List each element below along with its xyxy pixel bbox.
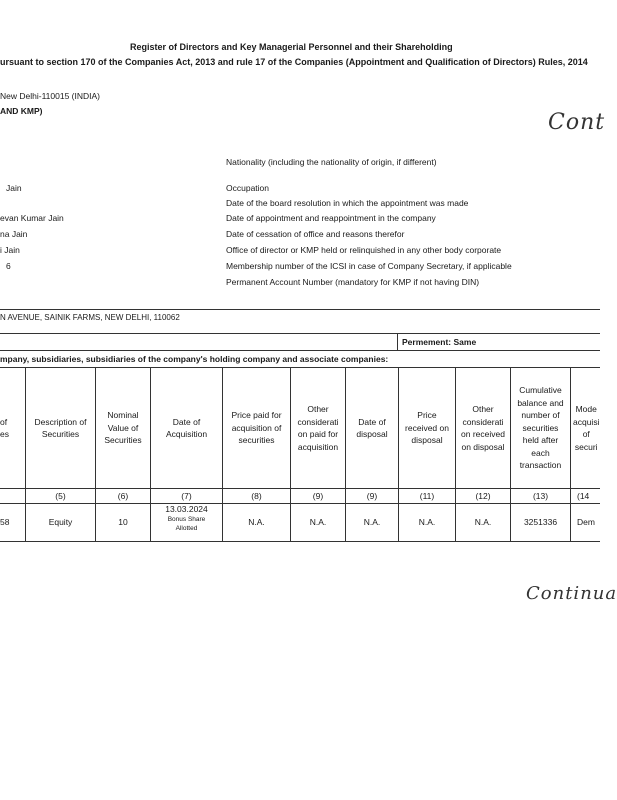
- table-header-cell: Cumulative balance and number of securities held after each transaction: [517, 385, 564, 471]
- table-header-cell: Date of disposal: [356, 416, 388, 439]
- particular-occupation: Occupation: [226, 183, 269, 193]
- table-cell: N.A.: [474, 517, 492, 528]
- table-header-cell: Price received on disposal: [405, 410, 449, 446]
- holdings-heading: mpany, subsidiaries, subsidiaries of the company's holding company and associate companies:: [0, 354, 389, 364]
- column-number: (13): [532, 490, 549, 501]
- column-number: (8): [251, 490, 262, 501]
- table-cell-acquisition-date: [151, 504, 222, 541]
- table-cell: N.A.: [363, 517, 381, 528]
- column-number: [0, 489, 25, 503]
- table-cell: 10: [118, 517, 128, 528]
- column-number: (11): [419, 490, 435, 501]
- particular-cessation: Date of cessation of office and reasons therefor: [226, 229, 405, 239]
- table-cell: 58: [0, 517, 10, 528]
- column-number: (12): [475, 490, 491, 501]
- table-header-cell: Date of Acquisition: [165, 416, 208, 439]
- table-cell: N.A.: [309, 517, 327, 528]
- table-cell: N.A.: [418, 517, 436, 528]
- table-header-cell: Price paid for acquisition of securities: [231, 410, 282, 446]
- table-cell: N.A.: [248, 517, 265, 528]
- register-title: Register of Directors and Key Managerial Personnel and their Shareholding: [130, 42, 453, 52]
- table-header-cell: Other considerati on paid for acquisition: [297, 404, 339, 452]
- column-number: (14: [577, 490, 590, 501]
- left-value: evan Kumar Jain: [0, 213, 64, 223]
- table-cell: Dem: [577, 517, 595, 528]
- permanent-address-label: Permement: Same: [402, 337, 477, 347]
- handwritten-continued-note: Continua: [526, 583, 617, 604]
- column-number: (9): [366, 490, 378, 501]
- left-value: Jain: [6, 183, 22, 193]
- column-number: (7): [181, 490, 192, 501]
- rule: [0, 309, 600, 310]
- table-rule: [0, 541, 600, 542]
- column-number: (5): [55, 490, 66, 501]
- acquisition-note: Bonus Share Allotted: [167, 516, 206, 532]
- left-value: 6: [6, 261, 11, 271]
- particular-board-resolution: Date of the board resolution in which the appointment was made: [226, 198, 469, 208]
- rule: [0, 350, 600, 351]
- section-label: AND KMP): [0, 106, 43, 116]
- register-subtitle: ursuant to section 170 of the Companies Act, 2013 and rule 17 of the Companies (Appointment and Qualification of Directors) Rules, 2014: [0, 57, 588, 67]
- column-number: (6): [117, 490, 129, 501]
- left-value: i Jain: [0, 245, 20, 255]
- residential-address: N AVENUE, SAINIK FARMS, NEW DELHI, 110062: [0, 313, 180, 322]
- company-address: New Delhi-110015 (INDIA): [0, 91, 100, 101]
- table-cell: Equity: [48, 517, 73, 528]
- table-header-cell: of es: [0, 416, 9, 439]
- column-number: (9): [312, 490, 324, 501]
- table-header-cell: Description of Securities: [34, 416, 87, 439]
- particular-nationality: Nationality (including the nationality of origin, if different): [226, 157, 437, 167]
- table-header-cell: Other considerati on received on disposal: [461, 404, 505, 452]
- particular-pan: Permanent Account Number (mandatory for KMP if not having DIN): [226, 277, 480, 287]
- rule: [397, 333, 398, 350]
- particular-other-office: Office of director or KMP held or relinquished in any other body corporate: [226, 245, 502, 255]
- left-value: na Jain: [0, 229, 28, 239]
- handwritten-cont-note: Cont: [548, 110, 606, 135]
- particular-icsi-membership: Membership number of the ICSI in case of Company Secretary, if applicable: [226, 261, 512, 271]
- particular-appointment-date: Date of appointment and reappointment in the company: [226, 213, 436, 223]
- table-header-cell: Nominal Value of Securities: [104, 410, 142, 446]
- acquisition-date: 13.03.2024: [165, 504, 208, 514]
- rule: [0, 333, 600, 334]
- table-cell: 3251336: [523, 517, 558, 528]
- table-header-cell: Mode acquisi of securi: [573, 404, 600, 452]
